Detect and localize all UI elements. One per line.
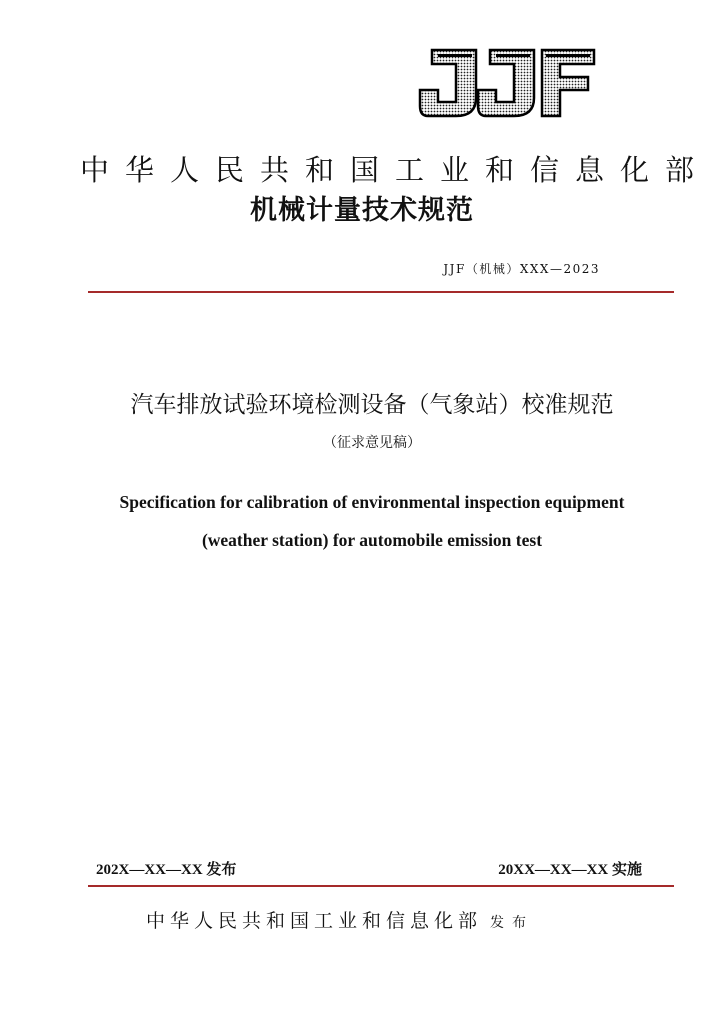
footer [146,906,534,938]
document-code: JJF（机械）XXX—2023 [443,262,600,276]
footer-publish-label: 发布 [490,915,535,931]
english-title-line-2: (weather station) for automobile emission test [201,530,543,550]
series-title: 机械计量技术规范 [250,195,474,226]
top-divider [88,291,674,293]
bottom-divider [88,885,674,887]
footer-issuer: 中华人民共和国工业和信息化部 [146,910,483,932]
logo-letter-f [542,50,594,116]
english-title-line-1: Specification for calibration of environmental inspection equipment [119,492,625,512]
logo-letter-j2 [478,50,534,116]
implement-date: 20XX—XX—XX 实施 [498,862,642,878]
publish-date: 202X—XX—XX 发布 [96,862,237,878]
jjf-logo [418,44,598,122]
issuer-title: 中华人民共和国工业和信息化部 [80,153,711,187]
logo-letter-j1 [420,50,476,116]
draft-label: （征求意见稿） [323,435,421,451]
chinese-title: 汽车排放试验环境检测设备（气象站）校准规范 [130,392,614,418]
